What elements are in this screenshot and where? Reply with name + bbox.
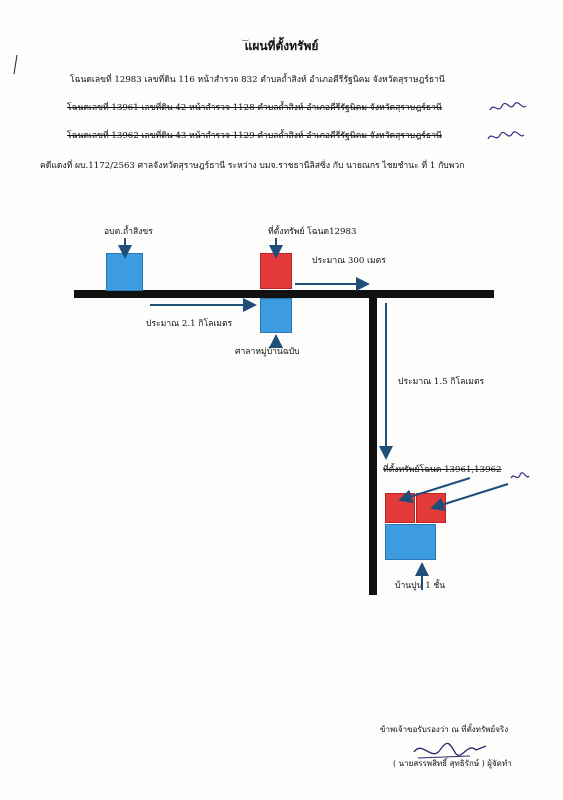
title-mark: ‿ [242,32,249,41]
label-sala: ศาลาหมู่บ้านฉบับ [235,347,300,357]
deed-line-13961: โฉนดเลขที่ 13961 เลขที่ดิน 42 หน้าสำรวจ 1128 ตำบลถ้ำสิงห์ อำเภอคีรีรัฐนิคม จังหวัดสุราษฎร์ธานี [67,103,442,113]
arrow-property-13962 [432,484,508,508]
certify-text: ข้าพเจ้าขอรับรองว่า ณ ที่ตั้งทรัพย์จริง [380,725,509,734]
label-property-13961-13962: ที่ตั้งทรัพย์โฉนด 13961,13962 [383,465,502,475]
case-line: คดีแดงที่ ผบ.1172/2563 ศาลจังหวัดสุราษฎร์ธานี ระหว่าง บมจ.ราชธานีลิสซิ่ง กับ นายณกร ไชยชำนะ ที่ 1 กับพวก [40,161,465,171]
label-distance-2-1: ประมาณ 2.1 กิโลเมตร [146,319,233,329]
label-house: บ้านปูน 1 ชั้น [395,581,446,591]
deed-line-12983: โฉนดเลขที่ 12983 เลขที่ดิน 116 หน้าสำรวจ 832 ตำบลถ้ำสิงห์ อำเภอคีรีรัฐนิคม จังหวัดสุราษฎร์ธานี [70,75,445,85]
preparer-name: ( นายสรรพสิทธิ์ สุทธิรักษ์ ) ผู้จัดทำ [393,759,512,768]
label-property-12983: ที่ตั้งทรัพย์ โฉนด12983 [268,227,357,237]
arrow-property-13961 [400,478,470,500]
label-obt: อบต.ถ้ำสิงขร [104,227,153,237]
page-title: แผนที่ตั้งทรัพย์ [244,39,319,53]
deed-line-13962: โฉนดเลขที่ 13962 เลขที่ดิน 43 หน้าสำรวจ 1129 ตำบลถ้ำสิงห์ อำเภอคีรีรัฐนิคม จังหวัดสุราษฎร์ธานี [67,131,442,141]
label-distance-300: ประมาณ 300 เมตร [312,256,386,266]
label-distance-1-5: ประมาณ 1.5 กิโลเมตร [398,377,485,387]
